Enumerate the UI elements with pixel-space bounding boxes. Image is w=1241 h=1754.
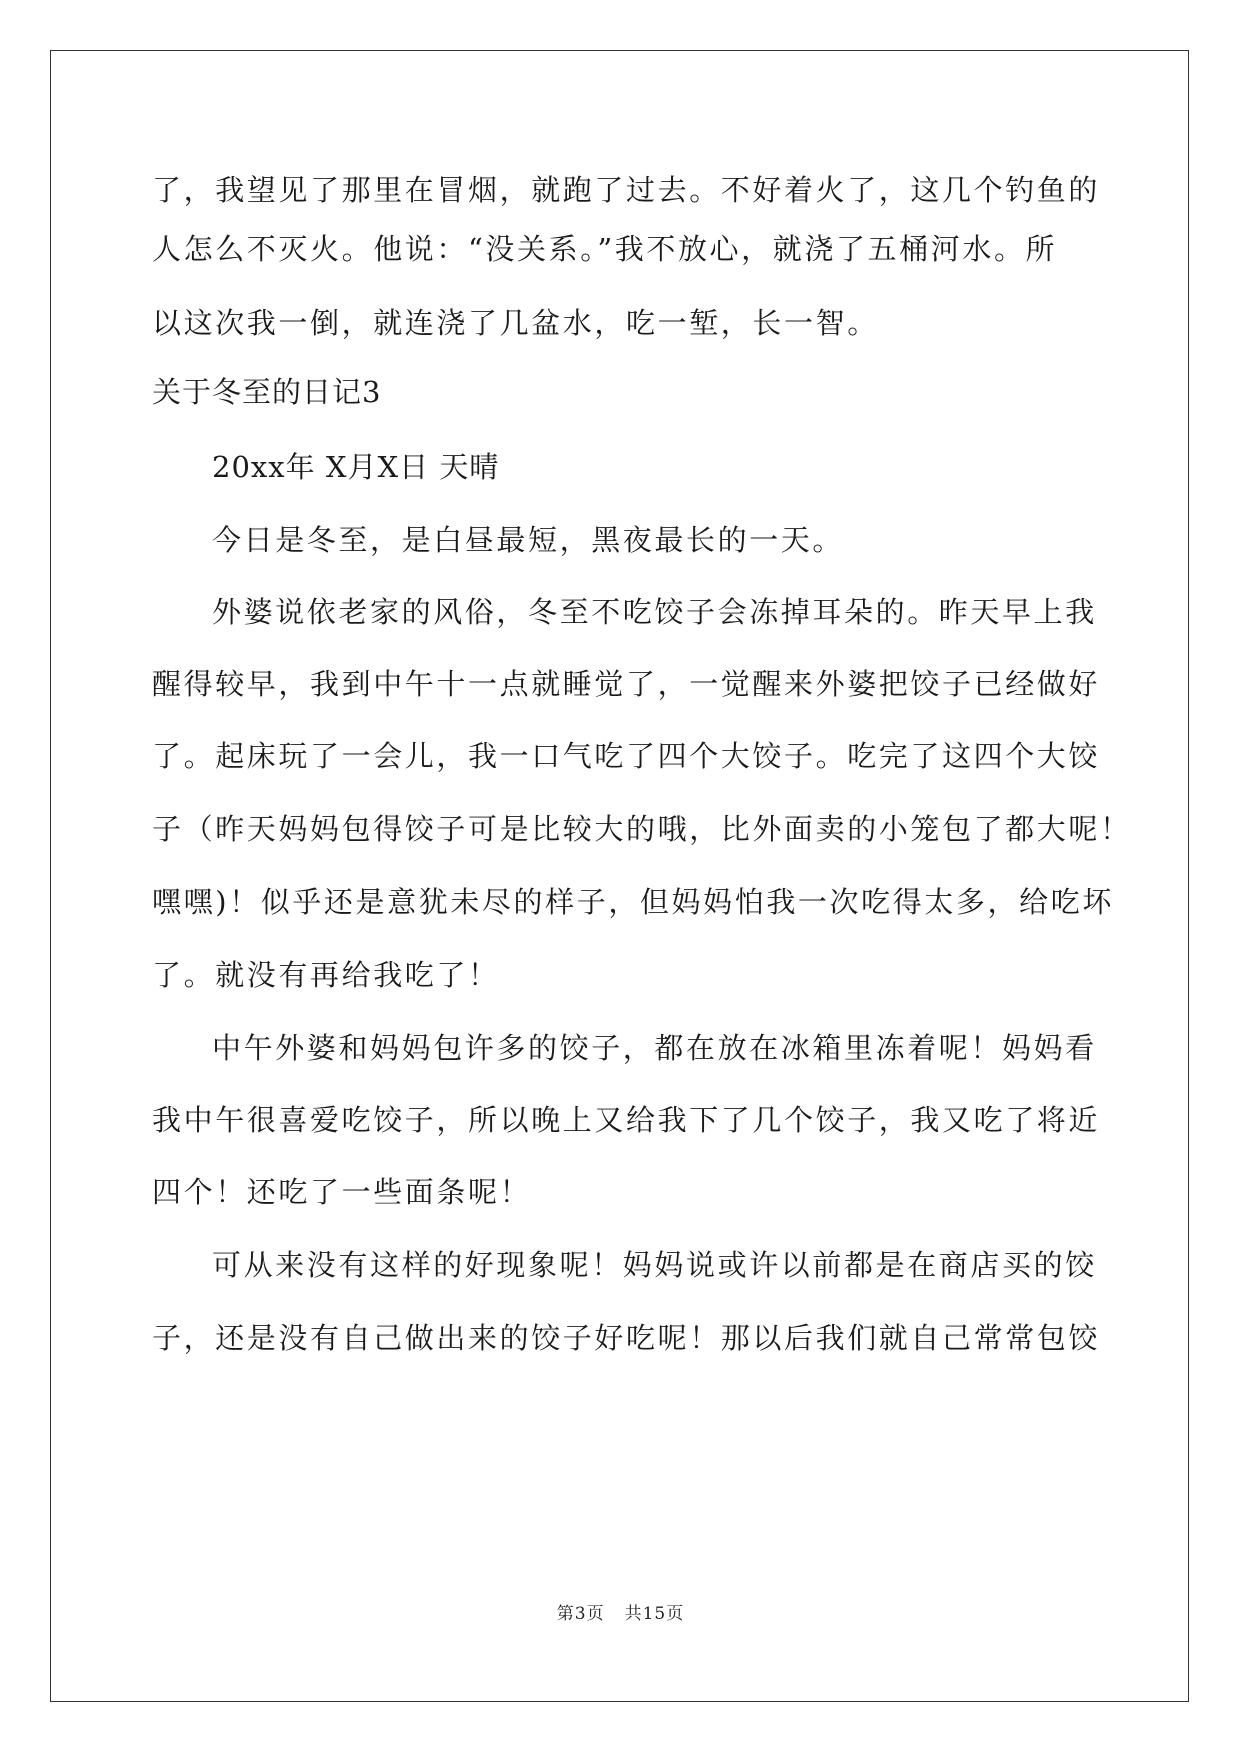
body-line: 嘿嘿)！似乎还是意犹未尽的样子，但妈妈怕我一次吃得太多，给吃坏 <box>152 885 1114 919</box>
body-line: 子（昨天妈妈包得饺子可是比较大的哦，比外面卖的小笼包了都大呢！ <box>152 812 1132 846</box>
page-number: 第3页 <box>556 1604 605 1624</box>
page-total: 共15页 <box>624 1604 685 1624</box>
diary-heading: 关于冬至的日记3 <box>152 375 382 409</box>
diary-date-weather: 20xx年 X月X日 天晴 <box>212 450 500 484</box>
body-line: 子，还是没有自己做出来的饺子好吃呢！那以后我们就自己常常包饺 <box>152 1321 1101 1355</box>
body-line: 中午外婆和妈妈包许多的饺子，都在放在冰箱里冻着呢！妈妈看 <box>212 1031 1097 1065</box>
body-line: 我中午很喜爱吃饺子，所以晚上又给我下了几个饺子，我又吃了将近 <box>152 1103 1101 1137</box>
page-border <box>50 50 1189 1702</box>
body-line: 人怎么不灭火。他说：“没关系。”我不放心，就浇了五桶河水。所 <box>152 232 1058 266</box>
body-line: 了。就没有再给我吃了！ <box>152 958 500 992</box>
body-line: 以这次我一倒，就连浇了几盆水，吃一堑，长一智。 <box>152 306 879 340</box>
page-footer <box>0 1603 1241 1625</box>
body-line: 了，我望见了那里在冒烟，就跑了过去。不好着火了，这几个钓鱼的 <box>152 173 1101 207</box>
body-line: 外婆说依老家的风俗，冬至不吃饺子会冻掉耳朵的。昨天早上我 <box>212 595 1097 629</box>
body-line: 了。起床玩了一会儿，我一口气吃了四个大饺子。吃完了这四个大饺 <box>152 739 1101 773</box>
body-line: 四个！还吃了一些面条呢！ <box>152 1175 532 1209</box>
body-line: 今日是冬至，是白昼最短，黑夜最长的一天。 <box>212 523 845 557</box>
body-line: 可从来没有这样的好现象呢！妈妈说或许以前都是在商店买的饺 <box>212 1248 1097 1282</box>
body-line: 醒得较早，我到中午十一点就睡觉了，一觉醒来外婆把饺子已经做好 <box>152 667 1101 701</box>
